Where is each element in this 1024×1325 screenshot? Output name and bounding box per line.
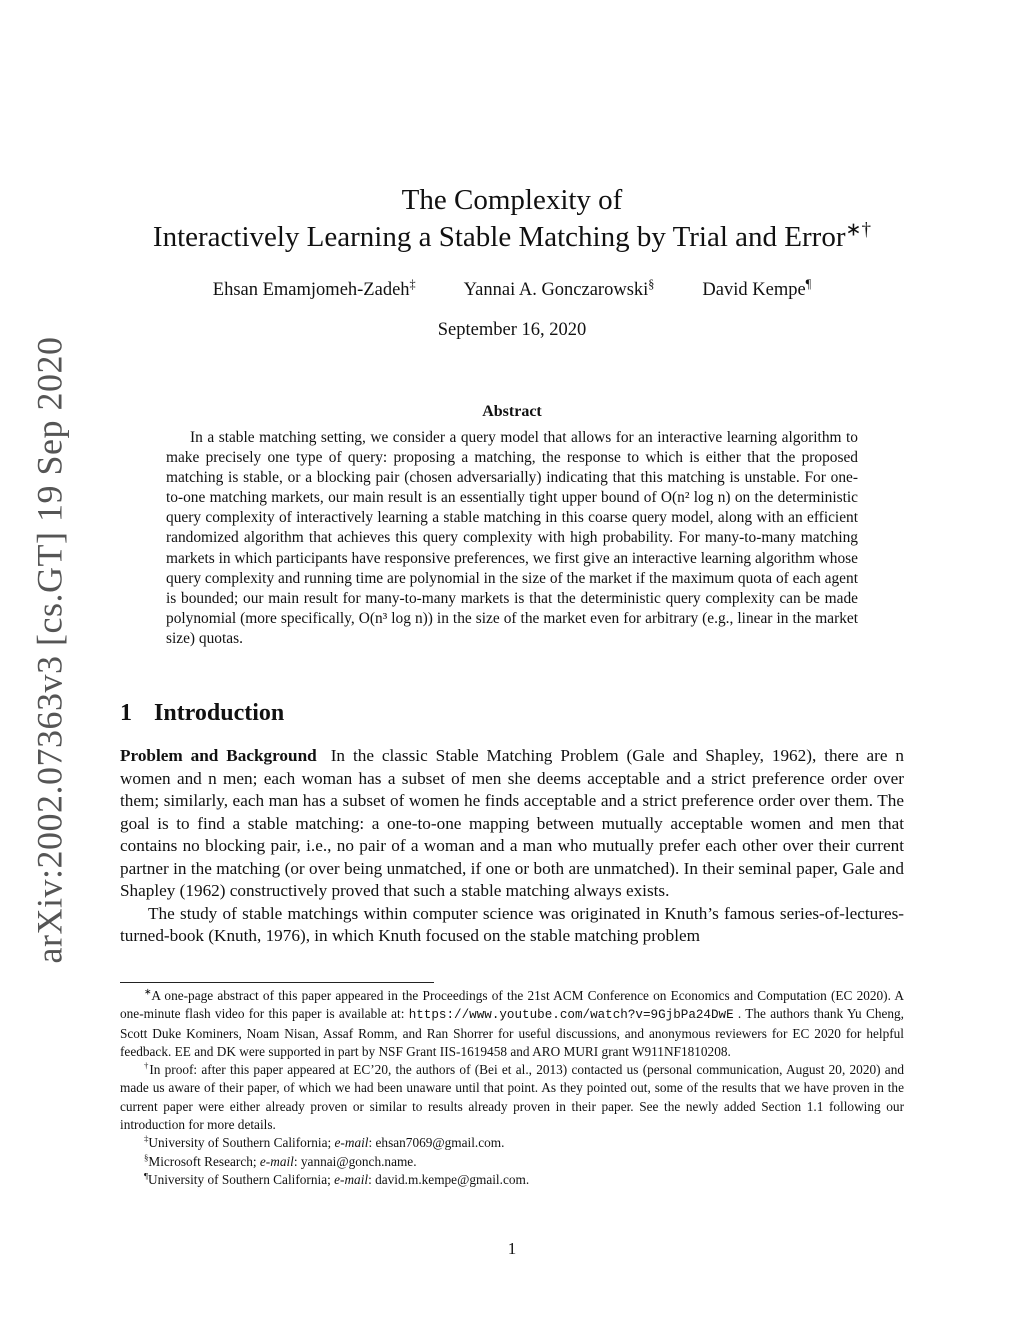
paragraph-text: In the classic Stable Matching Problem (Gale and Shapley, 1962), there are n women and n men; each woman has a subset of men she deems acceptable and a strict preference order over them; similarly, each man has a subset of women he finds acceptable and a strict preference order over them. The goal is to find a stable matching: a one-to-one mapping between mutually acceptable women and men that contains no blocking pair, i.e., no pair of a woman and a man who mutually prefer each other over their current partner in the matching (or over being unmatched, if one or both are unmatched). In their seminal paper, Gale and Shapley (1962) constructively proved that such a stable matching always exists. bbox=[120, 746, 904, 900]
footnote-mark: ‡ bbox=[144, 1133, 149, 1144]
email-label: e-mail bbox=[334, 1171, 369, 1187]
author-list bbox=[120, 276, 904, 301]
author bbox=[463, 276, 655, 301]
paragraph-text: The study of stable matchings within computer science was originated in Knuth’s famous series-of-lectures-turned-book (Knuth, 1976), in which Knuth focused on the stable matching problem bbox=[120, 903, 904, 945]
title-line-2-text: Interactively Learning a Stable Matching by Trial and Error bbox=[152, 221, 846, 253]
body-text bbox=[120, 745, 904, 948]
arxiv-identifier: arXiv:2002.07363v3 [cs.GT] 19 Sep 2020 bbox=[29, 336, 70, 964]
footnote-mark: § bbox=[144, 1152, 149, 1163]
video-link[interactable]: https://www.youtube.com/watch?v=9GjbPa24DwE bbox=[408, 1008, 734, 1023]
author-name: Ehsan Emamjomeh-Zadeh bbox=[212, 280, 410, 300]
email-label: e-mail bbox=[334, 1135, 369, 1151]
footnote-text: : ehsan7069@gmail.com. bbox=[368, 1135, 505, 1151]
email-label: e-mail bbox=[259, 1153, 294, 1169]
title-line-1: The Complexity of bbox=[401, 184, 623, 216]
footnote-divider bbox=[120, 982, 434, 983]
footnotes bbox=[120, 987, 904, 1189]
author-name: Yannai A. Gonczarowski bbox=[463, 280, 649, 300]
paragraph-heading: Problem and Background bbox=[120, 746, 317, 765]
title-line-2 bbox=[120, 219, 904, 256]
paragraph bbox=[120, 903, 904, 948]
footnote-text: : yannai@gonch.name. bbox=[293, 1153, 417, 1169]
section-heading bbox=[120, 700, 284, 727]
author-mark: ¶ bbox=[805, 276, 812, 291]
footnote bbox=[120, 987, 904, 1061]
paper-title bbox=[120, 182, 904, 256]
footnote-mark: ∗ bbox=[144, 986, 152, 997]
footnote bbox=[120, 1134, 904, 1152]
footnote-mark: ¶ bbox=[144, 1170, 148, 1181]
footnote bbox=[120, 1061, 904, 1134]
abstract-text: In a stable matching setting, we consider a query model that allows for an interactive learning algorithm to make precisely one type of query: proposing a matching, the response to which is either that the proposed matching is stable, or a blocking pair (chosen adversarially) indicating that this matching is unstable. For one-to-one matching markets, our main result is an essentially tight upper bound of O(n² log n) on the deterministic query complexity of interactively learning a stable matching in this coarse query model, along with an efficient randomized algorithm that achieves this query complexity with high probability. For many-to-many matching markets in which participants have responsive preferences, we first give an interactive learning algorithm whose query complexity and running time are polynomial in the size of the market if the maximum quota of each agent is bounded; our main result for many-to-many markets is that the deterministic query complexity can be made polynomial (more specifically, O(n³ log n)) in the size of the market even for arbitrary (e.g., linear in the market size) quotas. bbox=[166, 429, 858, 647]
footnote-text: A one-page abstract of this paper appeared in the Proceedings of the 21st ACM Conference on Economics and Computation (EC 2020). A one-minute flash video for this paper is available at: bbox=[120, 988, 904, 1022]
paragraph bbox=[120, 745, 904, 903]
footnote-text: . The authors thank Yu Cheng, Scott Duke Kominers, Noam Nisan, Assaf Romm, and Ran Shorrer for useful discussions, and anonymous reviewers for EC 2020 for helpful feedback. EE and DK were supported in part by NSF Grant IIS-1619458 and ARO MURI grant W911NF1810208. bbox=[120, 1006, 904, 1059]
page-number: 1 bbox=[507, 1239, 517, 1258]
paper-date: September 16, 2020 bbox=[437, 320, 587, 340]
arxiv-sidebar-id bbox=[24, 336, 74, 964]
footnote-text: In proof: after this paper appeared at EC’20, the authors of (Bei et al., 2013) contacted us (personal communication, August 20, 2020) and made us aware of their paper, of which we had been unaware until that point. As they pointed out, some of the results that we have proven in the current paper were either already proven or similar to results already proven in their paper. See the newly added Section 1.1 following our introduction for more details. bbox=[120, 1062, 904, 1133]
author bbox=[702, 276, 812, 301]
footnote-text: University of Southern California; bbox=[148, 1135, 335, 1151]
footnote-text: : david.m.kempe@gmail.com. bbox=[368, 1171, 530, 1187]
section-title: Introduction bbox=[154, 700, 285, 726]
footnote-text: Microsoft Research; bbox=[148, 1153, 260, 1169]
author-mark: § bbox=[648, 276, 655, 291]
author-name: David Kempe bbox=[702, 280, 806, 300]
footnote bbox=[120, 1171, 904, 1189]
author bbox=[212, 276, 416, 301]
author-mark: ‡ bbox=[409, 276, 416, 291]
title-footnote-marks: ∗† bbox=[845, 219, 872, 241]
abstract-heading: Abstract bbox=[482, 403, 542, 420]
footnote-text: University of Southern California; bbox=[147, 1171, 335, 1187]
section-number: 1 bbox=[120, 700, 132, 726]
footnote bbox=[120, 1153, 904, 1171]
footnote-mark: † bbox=[144, 1060, 150, 1071]
